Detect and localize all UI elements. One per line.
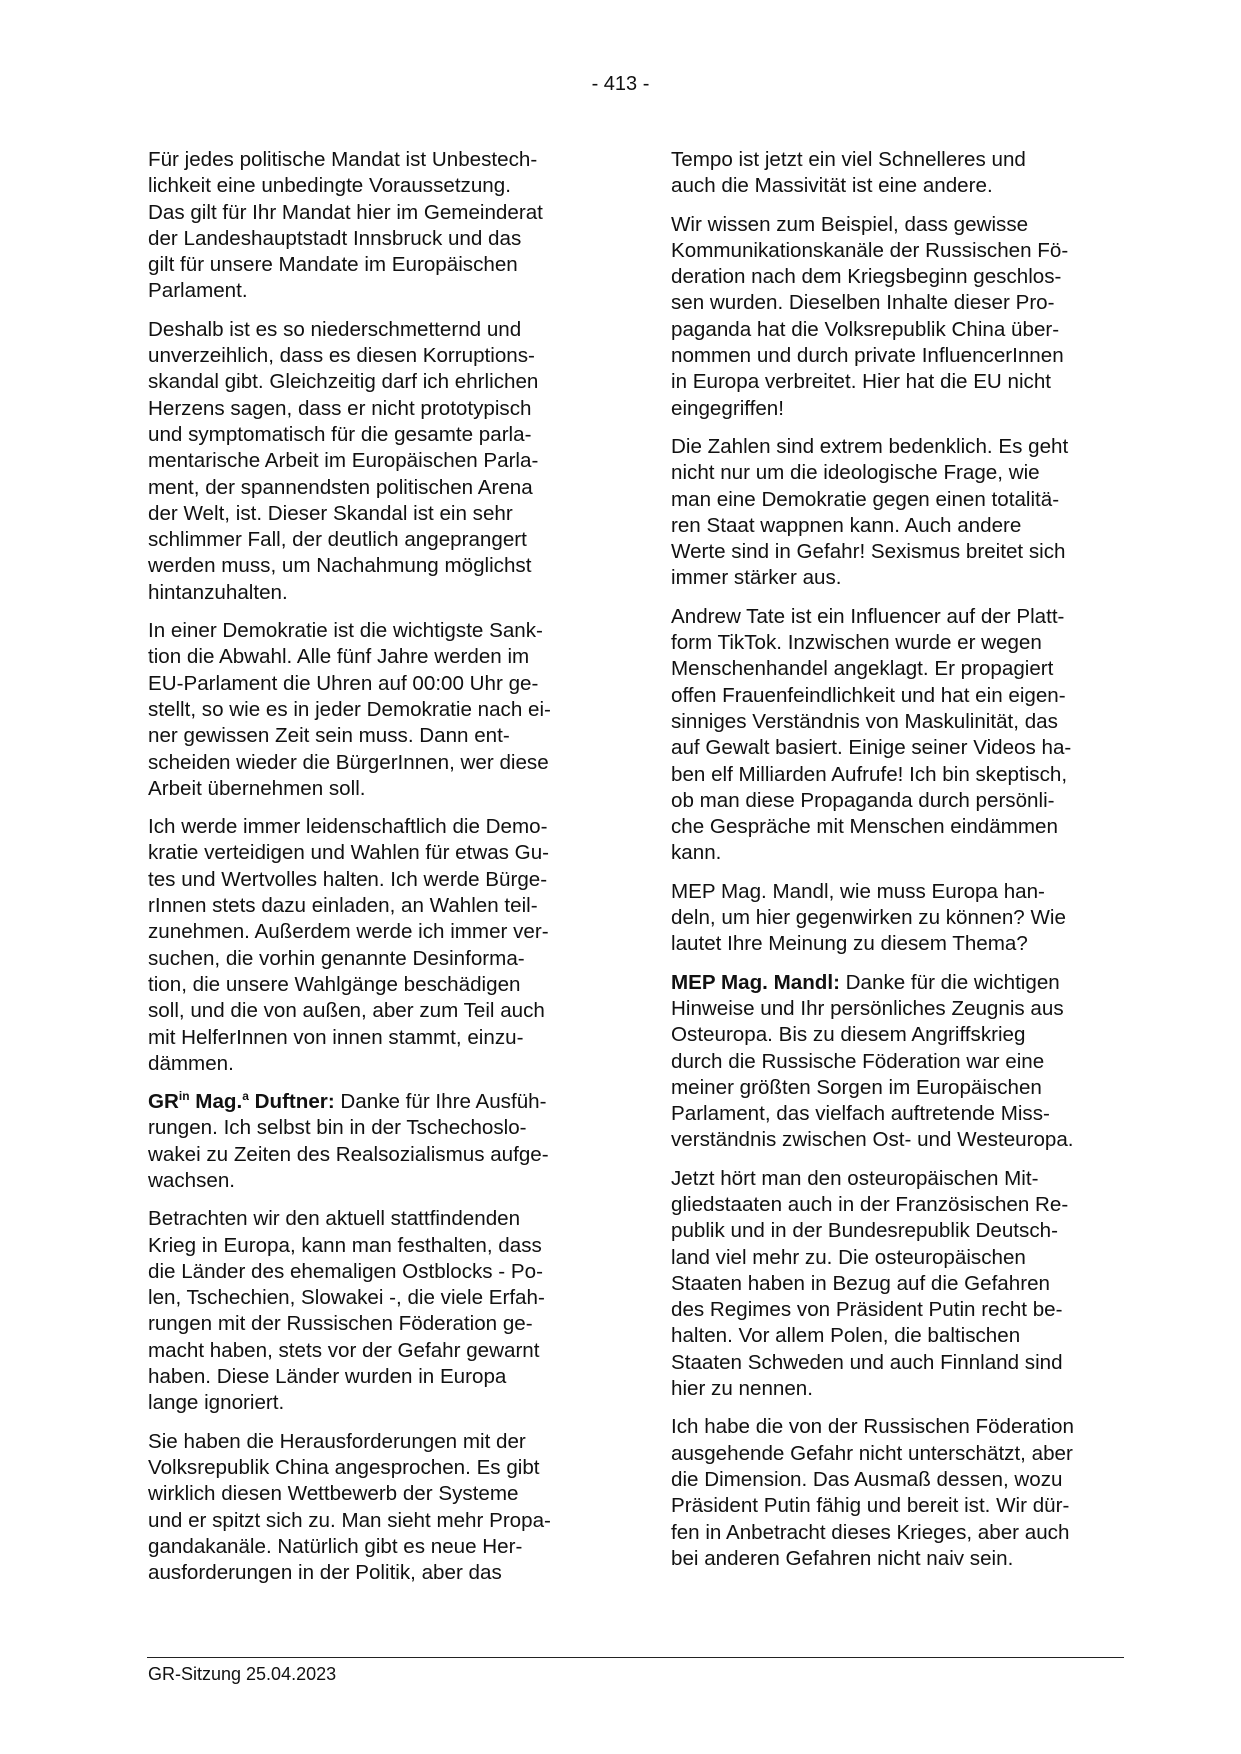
speaker-paragraph-duftner [148,1089,593,1194]
text-line: Tempo ist jetzt ein viel Schnelleres und [671,148,1026,171]
paragraph-text: Danke für die wichtigen [839,970,1060,994]
text-line: ausforderungen in der Politik, aber das [148,1561,502,1585]
text-line: soll, und die von außen, aber zum Teil auch [148,999,545,1023]
paragraph [671,1166,1121,1403]
text-line: werden muss, um Nachahmung möglichst [148,554,532,578]
text-line: paganda hat die Volksrepublik China über- [671,317,1060,341]
text-line: Herzens sagen, dass er nicht prototypisch [148,396,532,420]
text-line: Werte sind in Gefahr! Sexismus breitet sich [671,540,1066,564]
text-line: scheiden wieder die BürgerInnen, wer diese [148,750,549,774]
paragraph [148,1206,593,1416]
text-line: sinniges Verständnis von Maskulinität, das [671,709,1058,733]
text-line: wakei zu Zeiten des Realsozialismus aufge- [148,1142,549,1166]
paragraph-first-line [671,970,1121,996]
text-line: zunehmen. Außerdem werde ich immer ver- [148,920,549,944]
text-line: ment, der spannendsten politischen Arena [148,475,533,499]
speaker-name: MEP Mag. Mandl: [671,970,840,994]
text-line: verständnis zwischen Ost- und Westeuropa. [671,1128,1074,1152]
text-line: rungen. Ich selbst bin in der Tschechoslo- [148,1116,527,1140]
text-line: wirklich diesen Wettbewerb der Systeme [148,1482,519,1506]
paragraph [148,814,593,1077]
text-line: gliedstaaten auch in der Französischen Re- [671,1192,1069,1216]
paragraph [148,618,593,802]
text-line: meiner größten Sorgen im Europäischen [671,1075,1042,1099]
text-line: EU-Parlament die Uhren auf 00:00 Uhr ge- [148,671,539,695]
text-line: gilt für unsere Mandate im Europäischen [148,253,518,277]
text-line: hier zu nennen. [671,1377,813,1401]
text-line: land viel mehr zu. Die osteuropäischen [671,1245,1026,1269]
superscript: a [242,1089,249,1104]
text-line: ner gewissen Zeit sein muss. Dann ent- [148,724,510,748]
footer-session-date: GR-Sitzung 25.04.2023 [148,1664,337,1684]
text-line: Präsident Putin fähig und bereit ist. Wir dür- [671,1494,1070,1518]
text-line: mentarische Arbeit im Europäischen Parla- [148,449,539,473]
paragraph [671,879,1121,958]
text-line: man eine Demokratie gegen einen totalitä- [671,487,1060,511]
text-line: Parlament. [148,279,248,303]
text-line: Die Zahlen sind extrem bedenklich. Es geht [671,434,1069,458]
text-line: kann. [671,841,722,865]
text-line: rungen mit der Russischen Föderation ge- [148,1312,533,1336]
text-line: Hinweise und Ihr persönliches Zeugnis aus [671,996,1064,1020]
text-line: skandal gibt. Gleichzeitig darf ich ehrlichen [148,370,539,394]
text-line: mit HelferInnen von innen stammt, einzu- [148,1025,524,1049]
text-line: ben elf Milliarden Aufrufe! Ich bin skeptisch, [671,762,1068,786]
text-line: Osteuropa. Bis zu diesem Angriffskrieg [671,1023,1026,1047]
paragraph [671,147,1121,200]
text-line: ausgehende Gefahr nicht unterschätzt, aber [671,1441,1073,1465]
text-line: Wir wissen zum Beispiel, dass gewisse [671,212,1029,236]
paragraph [148,317,593,606]
text-line: ob man diese Propaganda durch persönli- [671,788,1055,812]
text-line: Jetzt hört man den osteuropäischen Mit- [671,1166,1039,1190]
text-line: schlimmer Fall, der deutlich angeprangert [148,528,527,552]
text-line: sen wurden. Dieselben Inhalte dieser Pro- [671,291,1055,315]
text-line: haben. Diese Länder wurden in Europa [148,1365,507,1389]
text-line: tes und Wertvolles halten. Ich werde Bürge- [148,867,548,891]
text-line: Ich werde immer leidenschaftlich die Demo- [148,815,548,839]
text-line: Deshalb ist es so niederschmetternd und [148,317,522,341]
right-column [671,147,1121,1584]
text-line: Andrew Tate ist ein Influencer auf der Platt- [671,604,1065,628]
paragraph [671,604,1121,867]
text-line: dämmen. [148,1051,234,1075]
paragraph [671,434,1121,592]
text-line: ren Staat wappnen kann. Auch andere [671,513,1022,537]
speaker-name: $GR^{in}$ Mag.$^a$ Duftner: [148,1089,335,1114]
text-line: Das gilt für Ihr Mandat hier im Gemeinderat [148,200,543,224]
text-line: publik und in der Bundesrepublik Deutsch- [671,1219,1058,1243]
text-line: che Gespräche mit Menschen eindämmen [671,815,1058,839]
text-line: Staaten haben in Bezug auf die Gefahren [671,1271,1050,1295]
text-line: kratie verteidigen und Wahlen für etwas Gu- [148,841,550,865]
text-line: Sie haben die Herausforderungen mit der [148,1429,526,1453]
text-line: tion, die unsere Wahlgänge beschädigen [148,972,521,996]
text-line: Krieg in Europa, kann man festhalten, dass [148,1233,542,1257]
text-line: Staaten Schweden und auch Finnland sind [671,1350,1063,1374]
superscript: in [178,1089,190,1104]
paragraph-text: Danke für Ihre Ausfüh- [334,1090,547,1114]
paragraph [148,147,593,305]
paragraph [671,1414,1121,1572]
text-line: gandakanäle. Natürlich gibt es neue Her- [148,1534,523,1558]
text-line: nommen und durch private InfluencerInnen [671,344,1064,368]
text-line: nicht nur um die ideologische Frage, wie [671,461,1040,485]
text-line: unverzeihlich, dass es diesen Korruptions- [148,344,535,368]
text-line: Kommunikationskanäle der Russischen Fö- [671,238,1069,262]
text-line: Betrachten wir den aktuell stattfindenden [148,1207,521,1231]
text-line: und er spitzt sich zu. Man sieht mehr Propa- [148,1508,551,1532]
text-line: eingegriffen! [671,396,784,420]
text-line: Arbeit übernehmen soll. [148,776,366,800]
text-line: form TikTok. Inzwischen wurde er wegen [671,631,1042,655]
text-line: rInnen stets dazu einladen, an Wahlen teil- [148,894,538,918]
text-line: und symptomatisch für die gesamte parla- [148,422,532,446]
paragraph-first-line [148,1089,593,1115]
text-line: auch die Massivität ist eine andere. [671,174,993,198]
text-line: Menschenhandel angeklagt. Er propagiert [671,657,1054,681]
text-line: durch die Russische Föderation war eine [671,1049,1045,1073]
text-line: deration nach dem Kriegsbeginn geschlos- [671,265,1062,289]
text-line: lautet Ihre Meinung zu diesem Thema? [671,932,1028,956]
text-line: auf Gewalt basiert. Einige seiner Videos ha- [671,736,1072,760]
paragraph [148,1429,593,1587]
text-line: suchen, die vorhin genannte Desinforma- [148,946,525,970]
text-line: lange ignoriert. [148,1391,285,1415]
text-line: hintanzuhalten. [148,580,288,604]
text-line: in Europa verbreitet. Hier hat die EU nicht [671,370,1052,394]
text-line: Volksrepublik China angesprochen. Es gibt [148,1455,540,1479]
text-line: fen in Anbetracht dieses Krieges, aber auch [671,1520,1070,1544]
text-line: wachsen. [148,1168,236,1192]
text-line: len, Tschechien, Slowakei -, die viele Erfah- [148,1286,545,1310]
text-line: lichkeit eine unbedingte Voraussetzung. [148,174,511,198]
paragraph [671,212,1121,422]
text-line: tion die Abwahl. Alle fünf Jahre werden im [148,645,530,669]
text-line: stellt, so wie es in jeder Demokratie nach ei- [148,697,551,721]
text-line: bei anderen Gefahren nicht naiv sein. [671,1546,1014,1570]
text-line: halten. Vor allem Polen, die baltischen [671,1324,1021,1348]
text-line: der Welt, ist. Dieser Skandal ist ein sehr [148,501,513,525]
text-line: deln, um hier gegenwirken zu können? Wie [671,906,1066,930]
footer-divider [147,1657,1124,1658]
text-line: Für jedes politische Mandat ist Unbestech- [148,148,538,171]
text-line: In einer Demokratie ist die wichtigste Sank- [148,619,543,643]
text-line: Parlament, das vielfach auftretende Miss- [671,1102,1050,1126]
text-line: Ich habe die von der Russischen Föderation [671,1415,1074,1439]
left-column [148,147,593,1598]
text-line: offen Frauenfeindlichkeit und hat ein eigen- [671,683,1066,707]
text-line: die Dimension. Das Ausmaß dessen, wozu [671,1467,1063,1491]
speaker-paragraph-mandl [671,970,1121,1154]
text-line: des Regimes von Präsident Putin recht be- [671,1298,1063,1322]
text-line: immer stärker aus. [671,566,842,590]
text-line: der Landeshauptstadt Innsbruck und das [148,226,522,250]
text-line: MEP Mag. Mandl, wie muss Europa han- [671,879,1045,903]
text-line: macht haben, stets vor der Gefahr gewarnt [148,1338,540,1362]
page-number: - 413 - [591,73,650,95]
text-line: die Länder des ehemaligen Ostblocks - Po- [148,1259,543,1283]
